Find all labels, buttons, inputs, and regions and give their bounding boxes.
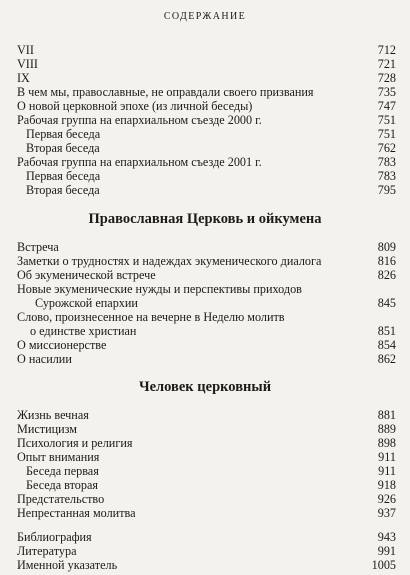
toc-entry xyxy=(17,310,396,324)
toc-entry xyxy=(17,450,396,464)
toc-entry-title: Рабочая группа на епархиальном съезде 2000 г. xyxy=(17,113,262,127)
toc-entry xyxy=(17,57,396,71)
toc-entry-title: О насилии xyxy=(17,352,72,366)
toc-entry xyxy=(17,464,396,478)
toc-entry xyxy=(17,141,396,155)
toc-entry-title: Литература xyxy=(17,544,77,558)
toc-entry-title: О миссионерстве xyxy=(17,338,107,352)
toc-entry xyxy=(17,352,396,366)
toc-entry xyxy=(17,254,396,268)
section-title: Православная Церковь и ойкумена xyxy=(88,211,322,227)
toc-entry-title: VIII xyxy=(17,57,38,71)
toc-entry-page: 747 xyxy=(377,99,396,113)
toc-entry-page: 721 xyxy=(377,57,396,71)
toc-entry xyxy=(17,296,396,310)
toc-entry xyxy=(17,324,396,338)
toc-entry xyxy=(17,155,396,169)
toc-entry-title: Библиография xyxy=(17,530,92,544)
toc-entry-page: 943 xyxy=(377,530,396,544)
toc-entry-page: 735 xyxy=(377,85,396,99)
toc-entry-title: Сурожской епархии xyxy=(35,296,138,310)
toc-entry xyxy=(17,544,396,558)
toc-entry-page: 783 xyxy=(377,169,396,183)
toc-entry-page: 851 xyxy=(377,324,396,338)
toc-entry xyxy=(17,99,396,113)
toc-entry xyxy=(17,282,396,296)
toc-entry-page: 926 xyxy=(377,492,396,506)
toc-entry-page: 795 xyxy=(377,183,396,197)
toc-entry-page: 991 xyxy=(377,544,396,558)
toc-entry-title: Опыт внимания xyxy=(17,450,100,464)
toc-entry-title: Первая беседа xyxy=(26,169,101,183)
toc-entry-page: 762 xyxy=(377,141,396,155)
toc-entry-page: 1005 xyxy=(371,558,396,572)
toc-entry xyxy=(17,268,396,282)
toc-entry-page: 854 xyxy=(377,338,396,352)
toc-entry-page: 728 xyxy=(377,71,396,85)
toc-entry-page: 911 xyxy=(378,450,396,464)
section-title: Человек церковный xyxy=(138,379,272,395)
toc-entry xyxy=(17,436,396,450)
toc-entry-page: 881 xyxy=(377,408,396,422)
toc-entry-title: VII xyxy=(17,43,34,57)
toc-entry xyxy=(17,113,396,127)
toc-entry xyxy=(17,492,396,506)
toc-entry xyxy=(17,338,396,352)
toc-entry-page: 889 xyxy=(377,422,396,436)
toc-entry-title: Психология и религия xyxy=(17,436,133,450)
toc-entry-page: 937 xyxy=(377,506,396,520)
toc-entry-title: Беседа вторая xyxy=(26,478,98,492)
toc-entry xyxy=(17,127,396,141)
toc-entry-title: Рабочая группа на епархиальном съезде 2001 г. xyxy=(17,155,262,169)
toc-entry-title: Новые экуменические нужды и перспективы приходов xyxy=(17,282,302,296)
toc-entry xyxy=(17,169,396,183)
toc-entry-page: 712 xyxy=(377,43,396,57)
toc-entry-page: 918 xyxy=(377,478,396,492)
toc-entry-page: 809 xyxy=(377,240,396,254)
toc-entry-title: Об экуменической встрече xyxy=(17,268,156,282)
toc-entry-title: Беседа первая xyxy=(26,464,99,478)
toc-entry xyxy=(17,558,396,572)
toc-entry xyxy=(17,506,396,520)
toc-entry-title: Встреча xyxy=(17,240,59,254)
toc-entry-page: 911 xyxy=(378,464,396,478)
toc-entry-page: 826 xyxy=(377,268,396,282)
toc-entry-title: Заметки о трудностях и надеждах экуменического диалога xyxy=(17,254,322,268)
toc-entry-page: 751 xyxy=(377,113,396,127)
toc-entry xyxy=(17,71,396,85)
toc-entry-title: Слово, произнесенное на вечерне в Неделю молитв xyxy=(17,310,285,324)
toc-entry xyxy=(17,43,396,57)
toc-entry-page: 816 xyxy=(377,254,396,268)
toc-entry-page: 845 xyxy=(377,296,396,310)
toc-entry xyxy=(17,85,396,99)
running-head: СОДЕРЖАНИЕ xyxy=(163,11,247,22)
toc-entry-page: 783 xyxy=(377,155,396,169)
toc-entry-title: В чем мы, православные, не оправдали своего призвания xyxy=(17,85,314,99)
toc-entry xyxy=(17,422,396,436)
toc-entry xyxy=(17,183,396,197)
toc-entry xyxy=(17,478,396,492)
toc-entry-page: 751 xyxy=(377,127,396,141)
toc-entry-title: о единстве христиан xyxy=(30,324,137,338)
toc-entry-title: Вторая беседа xyxy=(26,141,100,155)
toc-entry-title: Мистицизм xyxy=(17,422,78,436)
toc-entry-title: Жизнь вечная xyxy=(17,408,89,422)
toc-entry xyxy=(17,530,396,544)
toc-entry-title: IX xyxy=(17,71,30,85)
toc-entry-page: 862 xyxy=(377,352,396,366)
toc-entry-title: Предстательство xyxy=(17,492,105,506)
toc-entry xyxy=(17,240,396,254)
toc-entry xyxy=(17,408,396,422)
toc-entry-title: Первая беседа xyxy=(26,127,101,141)
toc-entry-title: Именной указатель xyxy=(17,558,118,572)
toc-entry-page: 898 xyxy=(377,436,396,450)
toc-entry-title: Непрестанная молитва xyxy=(17,506,136,520)
toc-entry-title: О новой церковной эпохе (из личной беседы) xyxy=(17,99,253,113)
toc-entry-title: Вторая беседа xyxy=(26,183,100,197)
